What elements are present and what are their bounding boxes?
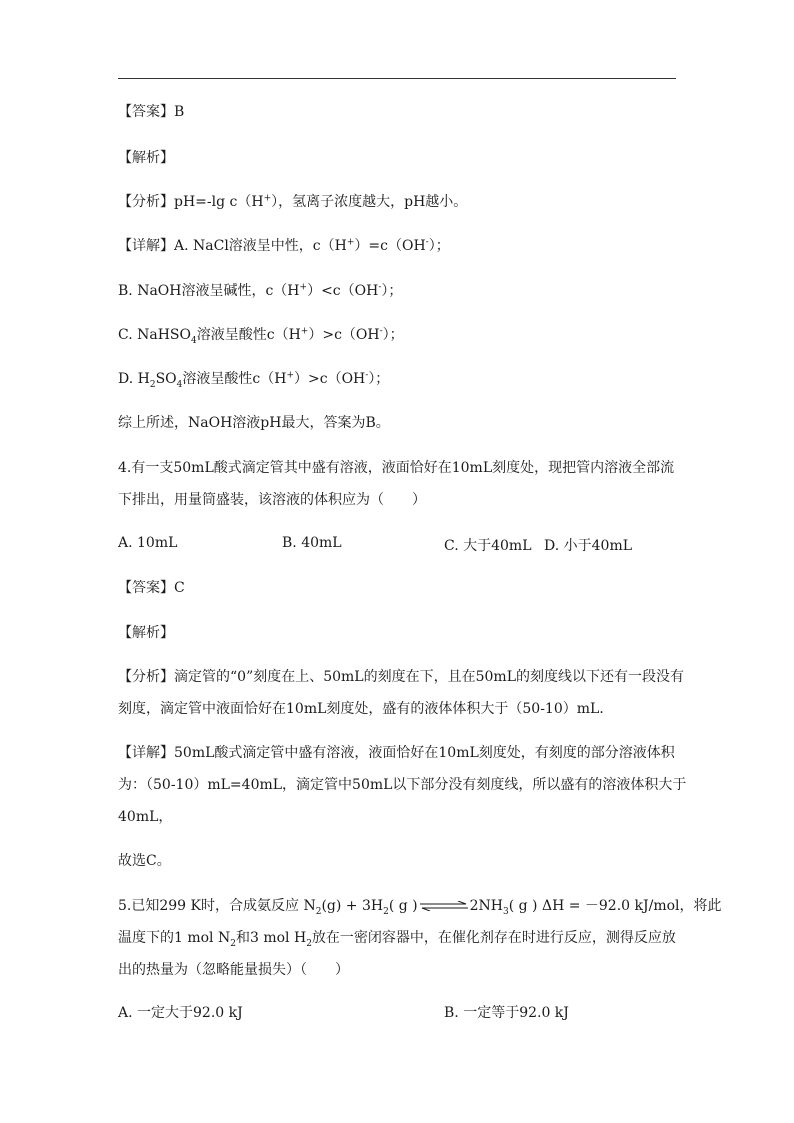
q4-stem-line2: 下排出，用量筒盛装，该溶液的体积应为（ ） bbox=[118, 492, 426, 508]
q4-fenxi-line2: 刻度，滴定管中液面恰好在10mL刻度处，盛有的液体体积大于（50-10）mL． bbox=[118, 701, 614, 717]
q4-option-b: B. 40mL bbox=[282, 535, 342, 551]
equilibrium-arrow-icon bbox=[420, 901, 468, 911]
q5-stem-line1: 5.已知299 K时，合成氨反应 $N_2(g) + 3H_2$( g ) $2NH_3$( g ) ΔH = －92.0 kJ/mol，将此 bbox=[118, 898, 722, 917]
q3-detail-d: D. $H_2SO_4$溶液呈酸性c（H+）>c（OH-）； bbox=[118, 370, 390, 390]
q4-fenxi-line1: 【分析】滴定管的“0”刻度在上、50mL的刻度在下，且在50mL的刻度线以下还有一段没有 bbox=[118, 669, 684, 685]
q5-stem-line3: 出的热量为（忽略能量损失）（ ） bbox=[118, 962, 349, 978]
q3-detail-c: C. NaHSO$_4$溶液呈酸性c（H+）>c（OH-）； bbox=[118, 326, 404, 346]
q5-stem-line2: 温度下的1 mol $N_2$和3 mol $H_2$放在一密闭容器中，在催化剂存在时进行反应，测得反应放 bbox=[118, 930, 676, 949]
q5-option-b: B. 一定等于92.0 kJ bbox=[444, 1005, 569, 1021]
q4-option-a: A. 10mL bbox=[118, 535, 178, 551]
q3-fenxi: 【分析】pH=-lg c（H+），氢离子浓度越大，pH越小。 bbox=[118, 193, 468, 210]
q3-detail-b: B. NaOH溶液呈碱性，c（H+）<c（OH-）； bbox=[118, 282, 403, 299]
q3-answer: 【答案】B bbox=[118, 104, 185, 120]
header-rule bbox=[118, 78, 676, 79]
q4-conclusion: 故选C。 bbox=[118, 853, 171, 869]
q5-option-a: A. 一定大于92.0 kJ bbox=[118, 1005, 243, 1021]
q3-summary: 综上所述，NaOH溶液pH最大，答案为B。 bbox=[118, 415, 390, 431]
q4-stem-line1: 4.有一支50mL酸式滴定管其中盛有溶液，液面恰好在10mL刻度处，现把管内溶液全部流 bbox=[118, 460, 675, 476]
q3-analysis-heading: 【解析】 bbox=[118, 150, 174, 166]
q4-analysis-heading: 【解析】 bbox=[118, 625, 174, 641]
q4-detail-line3: 40mL， bbox=[118, 809, 173, 825]
q4-option-c: C. 大于40mL bbox=[444, 538, 532, 554]
q4-detail-line1: 【详解】50mL酸式滴定管中盛有溶液，液面恰好在10mL刻度处，有刻度的部分溶液体积 bbox=[118, 745, 675, 761]
q3-detail-a: 【详解】A. NaCl溶液呈中性，c（H+）=c（OH-）； bbox=[118, 237, 450, 254]
q4-answer: 【答案】C bbox=[118, 580, 185, 596]
q4-option-d: D. 小于40mL bbox=[544, 538, 633, 554]
q4-detail-line2: 为：（50-10）mL=40mL，滴定管中50mL以下部分没有刻度线，所以盛有的溶液体积大于 bbox=[118, 777, 687, 793]
